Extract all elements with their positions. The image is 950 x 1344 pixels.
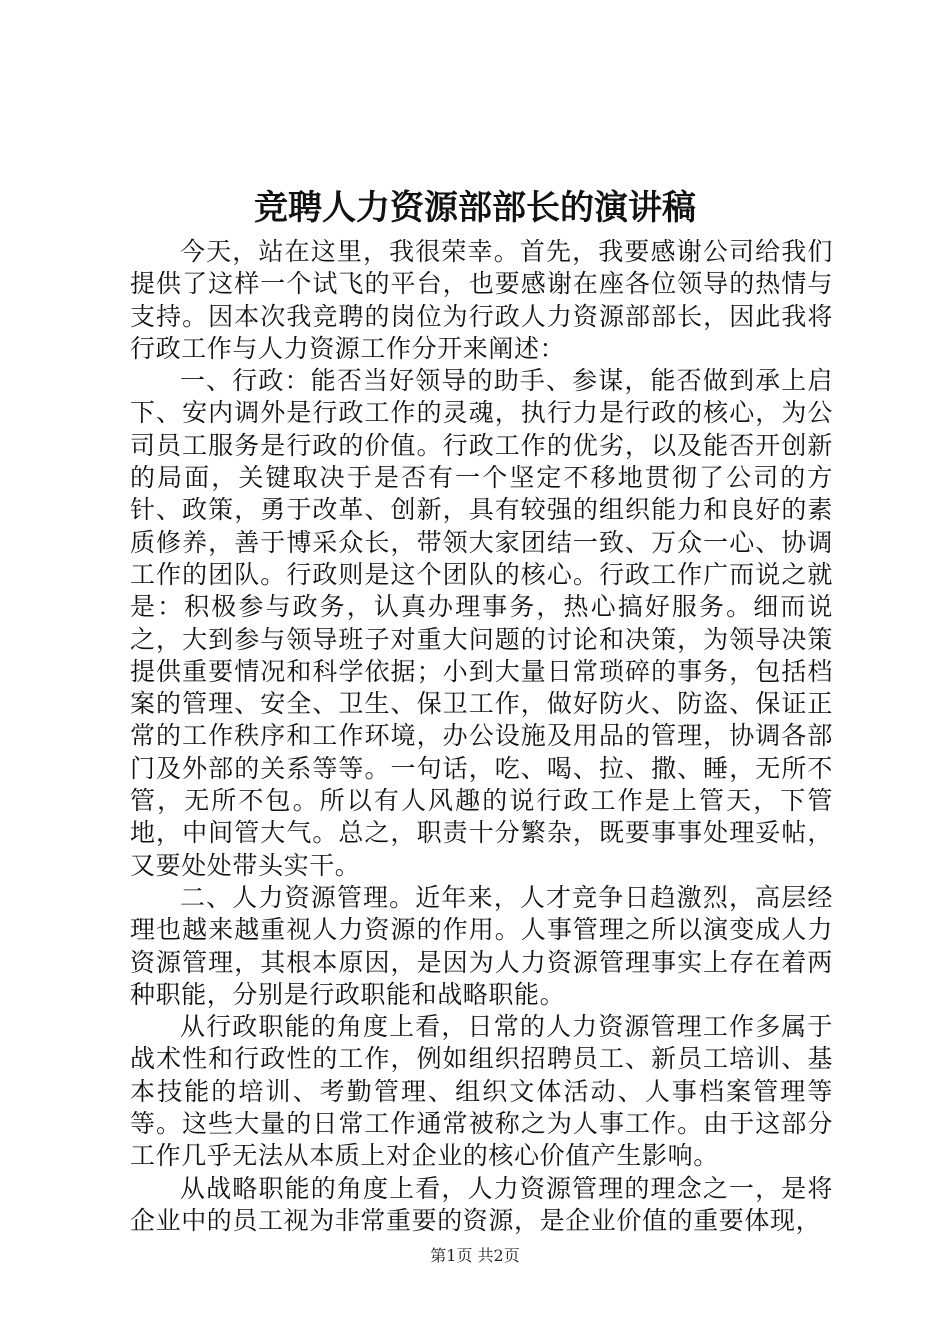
paragraph-administration: 一、行政：能否当好领导的助手、参谋，能否做到承上启下、安内调外是行政工作的灵魂，执行力是行政的核心，为公司员工服务是行政的价值。行政工作的优劣，以及能否开创新的局面，关键取决于是否有一个坚定不移地贯彻了公司的方针、政策，勇于改革、创新，具有较强的组织能力和良好的素质修养，善于博采众长，带领大家团结一致、万众一心、协调工作的团队。行政则是这个团队的核心。行政工作广而说之就是：积极参与政务，认真办理事务，热心搞好服务。细而说之，大到参与领导班子对重大问题的讨论和决策，为领导决策提供重要情况和科学依据；小到大量日常琐碎的事务，包括档案的管理、安全、卫生、保卫工作，做好防火、防盗、保证正常的工作秩序和工作环境，办公设施及用品的管理，协调各部门及外部的关系等等。一句话，吃、喝、拉、撒、睡，无所不管，无所不包。所以有人风趣的说行政工作是上管天，下管地，中间管大气。总之，职责十分繁杂，既要事事处理妥帖，又要处处带头实干。	[130, 366, 833, 880]
paragraph-strategic-function: 从战略职能的角度上看，人力资源管理的理念之一，是将企业中的员工视为非常重要的资源，是企业价值的重要体现，	[130, 1173, 833, 1235]
paragraph-intro: 今天，站在这里，我很荣幸。首先，我要感谢公司给我们提供了这样一个试飞的平台，也要感谢在座各位领导的热情与支持。因本次我竞聘的岗位为行政人力资源部部长，因此我将行政工作与人力资源工作分开来阐述：	[130, 237, 833, 363]
paragraph-administrative-function: 从行政职能的角度上看，日常的人力资源管理工作多属于战术性和行政性的工作，例如组织招聘员工、新员工培训、基本技能的培训、考勤管理、组织文体活动、人事档案管理等等。这些大量的日常工作通常被称之为人事工作。由于这部分工作几乎无法从本质上对企业的核心价值产生影响。	[130, 1012, 833, 1171]
document-body	[130, 236, 833, 1237]
document-title: 竞聘人力资源部部长的演讲稿	[254, 188, 696, 228]
page-number-footer: 第1页 共2页	[430, 1246, 520, 1265]
paragraph-hr-management: 二、人力资源管理。近年来，人才竞争日趋激烈，高层经理也越来越重视人力资源的作用。人事管理之所以演变成人力资源管理，其根本原因，是因为人力资源管理事实上存在着两种职能，分别是行政职能和战略职能。	[130, 882, 833, 1009]
